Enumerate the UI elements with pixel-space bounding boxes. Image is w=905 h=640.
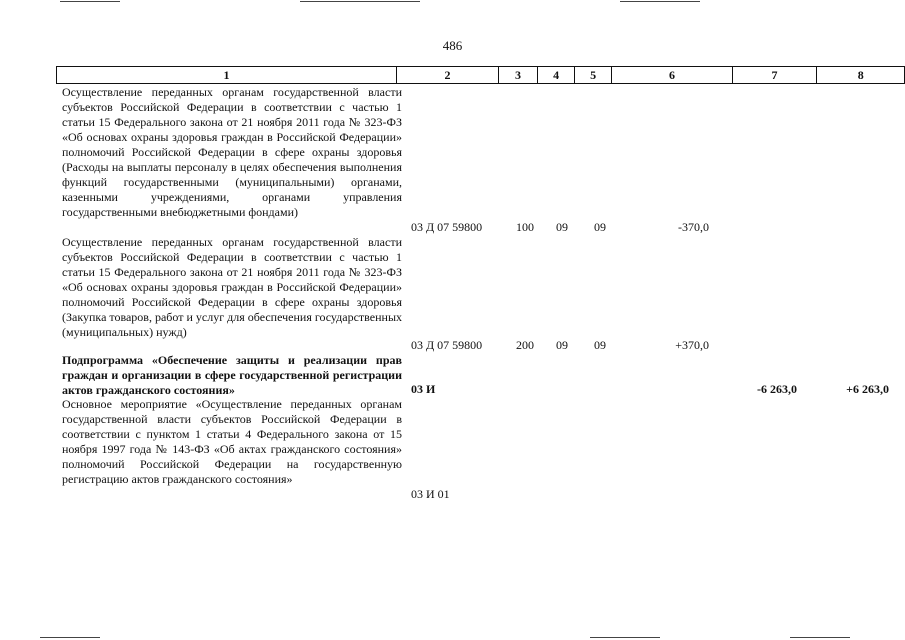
row-vr: 100 bbox=[516, 220, 534, 234]
scan-edge-mark bbox=[300, 1, 420, 2]
row-amount-6: -370,0 bbox=[678, 220, 709, 234]
scan-edge-mark bbox=[590, 637, 660, 638]
row-description: Подпрограмма «Обеспечение защиты и реализации прав граждан и организации в сфере государственной регистрации актов гражданского состояния» bbox=[62, 353, 402, 397]
column-header-row bbox=[56, 66, 905, 84]
column-header-7: 7 bbox=[732, 67, 817, 84]
column-header-5: 5 bbox=[575, 67, 612, 84]
row-description: Основное мероприятие «Осуществление переданных органам государственной власти субъектов Российской Федерации в соответствии с пунктом 1 статьи 4 Федерального закона от 15 ноября 1997 года № 143-ФЗ «Об актах гражданского состояния» полномочий Российской Федерации на государственную регистрацию актов гражданского состояния» bbox=[62, 397, 402, 486]
row-pr: 09 bbox=[594, 220, 606, 234]
page-number: 486 bbox=[442, 38, 463, 53]
row-amount-8: +6 263,0 bbox=[846, 382, 889, 396]
table-row bbox=[0, 85, 905, 235]
scan-edge-mark bbox=[60, 1, 120, 2]
column-header-8: 8 bbox=[817, 67, 905, 84]
column-header-2: 2 bbox=[396, 67, 498, 84]
column-header-6: 6 bbox=[612, 67, 733, 84]
row-description: Осуществление переданных органам государственной власти субъектов Российской Федерации в соответствии с частью 1 статьи 15 Федерального закона от 21 ноября 2011 года № 323-ФЗ «Об основах охраны здоровья граждан в Российской Федерации» полномочий Российской Федерации в сфере охраны здоровья (Расходы на выплаты персоналу в целях обеспечения выполнения функций государственными (муниципальными) органами, казенными учреждениями, органами управления государственными внебюджетными фондами) bbox=[62, 85, 402, 219]
row-pr: 09 bbox=[594, 338, 606, 352]
row-amount-7: -6 263,0 bbox=[757, 382, 797, 396]
scan-edge-mark bbox=[790, 637, 850, 638]
row-code: 03 Д 07 59800 bbox=[411, 220, 483, 234]
table-row bbox=[0, 397, 905, 507]
column-header-3: 3 bbox=[499, 67, 538, 84]
row-code: 03 И 01 bbox=[411, 487, 450, 501]
scan-edge-mark bbox=[620, 1, 700, 2]
table-row bbox=[0, 353, 905, 398]
column-header-1: 1 bbox=[57, 67, 397, 84]
table-row bbox=[0, 235, 905, 355]
row-code: 03 Д 07 59800 bbox=[411, 338, 483, 352]
row-vr: 200 bbox=[516, 338, 534, 352]
row-code: 03 И bbox=[411, 382, 436, 396]
row-amount-6: +370,0 bbox=[675, 338, 709, 352]
row-rz: 09 bbox=[556, 220, 568, 234]
row-rz: 09 bbox=[556, 338, 568, 352]
column-header-4: 4 bbox=[538, 67, 575, 84]
row-description: Осуществление переданных органам государственной власти субъектов Российской Федерации в соответствии с частью 1 статьи 15 Федерального закона от 21 ноября 2011 года № 323-ФЗ «Об основах охраны здоровья граждан в Российской Федерации» полномочий Российской Федерации в сфере охраны здоровья (Закупка товаров, работ и услуг для обеспечения государственных (муниципальных) нужд) bbox=[62, 235, 403, 339]
scan-edge-mark bbox=[40, 637, 100, 638]
